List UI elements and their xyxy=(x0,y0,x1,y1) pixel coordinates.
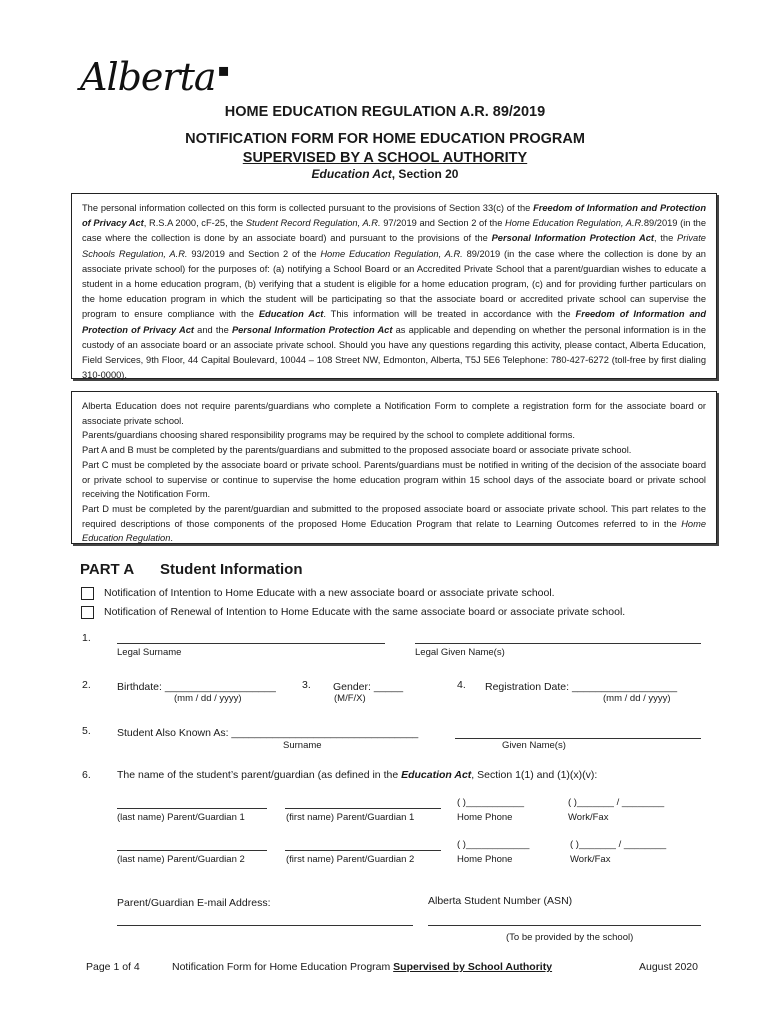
part-a-title: Student Information xyxy=(160,561,303,578)
item-number-1: 1. xyxy=(82,632,91,644)
guardian1-last-name-field[interactable] xyxy=(117,808,267,809)
legal-given-name-label: Legal Given Name(s) xyxy=(415,647,505,658)
instruction-line: Part C must be completed by the associate board or private school. Parents/guardians must be notified in writing of the decision of the associate board or private school to supervise or continue to supervise the home education program within 15 school days of the associate board or private school receiving the Notification Form. xyxy=(82,459,706,500)
alberta-logo xyxy=(80,55,229,99)
act-section: , Section 20 xyxy=(391,167,459,181)
item-number-2: 2. xyxy=(82,679,91,691)
also-known-as-given-field[interactable] xyxy=(455,738,701,739)
registration-date-format: (mm / dd / yyyy) xyxy=(603,693,671,704)
email-field[interactable] xyxy=(117,925,413,926)
home-phone-label: Home Phone xyxy=(457,812,513,823)
also-known-as-surname-field[interactable]: Student Also Known As: ________________________________ xyxy=(117,727,419,739)
part-a-label: PART A xyxy=(80,561,135,578)
legal-given-name-field[interactable] xyxy=(415,643,701,644)
instructions-box xyxy=(71,391,717,544)
work-fax-label: Work/Fax xyxy=(568,812,609,823)
registration-date-field[interactable]: Registration Date: __________________ xyxy=(485,681,678,693)
asn-note: (To be provided by the school) xyxy=(506,932,634,943)
new-notification-label: Notification of Intention to Home Educate with a new associate board or associate private school. xyxy=(104,587,555,599)
gender-format: (M/F/X) xyxy=(334,693,366,704)
instruction-line: Parents/guardians choosing shared responsibility programs may be required by the school to complete additional forms. xyxy=(82,430,575,441)
privacy-notice-box xyxy=(71,193,717,379)
guardian1-first-name-field[interactable] xyxy=(285,808,441,809)
supervised-heading: SUPERVISED BY A SCHOOL AUTHORITY xyxy=(242,150,528,166)
act-name: Education Act xyxy=(311,167,392,181)
item-number-5: 5. xyxy=(82,725,91,737)
act-heading xyxy=(0,167,770,181)
guardian2-first-name-label: (first name) Parent/Guardian 2 xyxy=(286,854,415,865)
item-number-4: 4. xyxy=(457,679,466,691)
legal-surname-label: Legal Surname xyxy=(117,647,182,658)
guardian1-home-phone-field[interactable]: ( )___________ xyxy=(457,797,525,808)
guardian1-work-fax-field[interactable]: ( )_______ / ________ xyxy=(568,797,665,808)
logo-text: Alberta xyxy=(80,55,216,99)
guardian2-last-name-label: (last name) Parent/Guardian 2 xyxy=(117,854,245,865)
item-number-6: 6. xyxy=(82,769,91,781)
guardian2-work-fax-field[interactable]: ( )_______ / ________ xyxy=(570,839,667,850)
asn-field[interactable] xyxy=(428,925,701,926)
guardian-question: The name of the student’s parent/guardian (as defined in the Education Act, Section 1(1) and (1)(x)(v): xyxy=(117,769,598,781)
guardian2-first-name-field[interactable] xyxy=(285,850,441,851)
new-notification-checkbox[interactable] xyxy=(81,587,94,600)
birthdate-format: (mm / dd / yyyy) xyxy=(174,693,242,704)
asn-label: Alberta Student Number (ASN) xyxy=(428,895,573,907)
renewal-notification-checkbox[interactable] xyxy=(81,606,94,619)
page-number: Page 1 of 4 xyxy=(86,961,140,973)
guardian2-last-name-field[interactable] xyxy=(117,850,267,851)
email-label: Parent/Guardian E-mail Address: xyxy=(117,897,271,909)
footer-title: Notification Form for Home Education Program Supervised by School Authority xyxy=(172,961,553,973)
footer-date: August 2020 xyxy=(639,961,698,973)
instruction-line: Alberta Education does not require parents/guardians who complete a Notification Form to complete a registration form for the associate board or associate private school. xyxy=(82,401,706,426)
work-fax-label: Work/Fax xyxy=(570,854,611,865)
gender-field[interactable]: Gender: _____ xyxy=(333,681,404,693)
renewal-notification-label: Notification of Renewal of Intention to Home Educate with the same associate board or associate private school. xyxy=(104,606,626,618)
privacy-notice-text: The personal information collected on this form is collected pursuant to the provisions of Section 33(c) of the Freedom of Information and Protection of Privacy Act, R.S.A 2000, cF-25, the Student Record Regulation, A.R. 97/2019 and Section 2 of the Home Education Regulation, A.R.89/2019 (in the case where the collection is done by an associate board) and pursuant to the provisions of the Personal Information Protection Act, the Private Schools Regulation, A.R. 93/2019 and Section 2 of the Home Education Regulation, A.R. 89/2019 (in the case where the collection is done by an associate private school) for the purposes of: (a) notifying a School Board or an Accredited Private School that a parent/guardian wishes to educate a student in a home education program, (b) verifying that a student is eligible for a home education program, (c) and for providing further particulars on the home education program in which the student will be participating so that the associate board or accredited private school can supervise the program to ensure compliance with the Education Act. This information will be treated in accordance with the Freedom of Information and Protection of Privacy Act and the Personal Information Protection Act as applicable and depending on whether the personal information is in the custody of an associate board or an associate private school. Should you have any questions regarding this activity, please contact, Alberta Education, Field Services, 9th Floor, 44 Capital Boulevard, 10044 – 108 Street NW, Edmonton, Alberta, T5J 5E6 Telephone: 780-427-6272 (toll-free by first dialing 310-0000). xyxy=(82,203,707,381)
guardian1-first-name-label: (first name) Parent/Guardian 1 xyxy=(286,812,415,823)
aka-given-label: Given Name(s) xyxy=(502,740,566,751)
home-phone-label: Home Phone xyxy=(457,854,513,865)
instructions-text xyxy=(72,392,716,546)
instruction-line: Part A and B must be completed by the parents/guardians and submitted to the proposed associate board or associate private school. xyxy=(82,445,632,456)
item-number-3: 3. xyxy=(302,679,311,691)
logo-mark-icon: ▪ xyxy=(217,60,229,82)
aka-surname-label: Surname xyxy=(283,740,322,751)
birthdate-field[interactable]: Birthdate: ___________________ xyxy=(117,681,276,693)
guardian2-home-phone-field[interactable]: ( )____________ xyxy=(457,839,530,850)
guardian1-last-name-label: (last name) Parent/Guardian 1 xyxy=(117,812,245,823)
legal-surname-field[interactable] xyxy=(117,643,385,644)
regulation-heading: HOME EDUCATION REGULATION A.R. 89/2019 xyxy=(224,104,546,120)
instruction-line: Part D must be completed by the parent/guardian and submitted to the proposed associate board or associate private school. This part relates to the required descriptions of those components of the proposed Home Education Program that relate to Learning Outcomes referred to in the Home Education Regulation. xyxy=(82,503,706,544)
form-title: NOTIFICATION FORM FOR HOME EDUCATION PROGRAM xyxy=(185,131,585,147)
